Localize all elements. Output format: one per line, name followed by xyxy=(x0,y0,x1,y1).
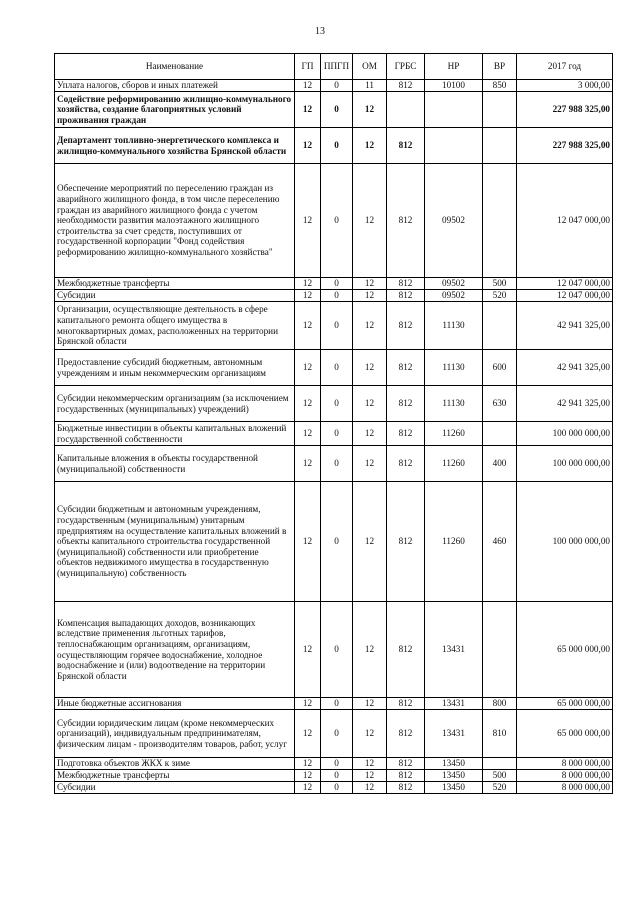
cell-om: 12 xyxy=(353,350,387,386)
cell-grbs: 812 xyxy=(387,446,425,482)
cell-om: 12 xyxy=(353,422,387,446)
cell-ppgp: 0 xyxy=(321,386,353,422)
cell-grbs: 812 xyxy=(387,80,425,92)
cell-grbs: 812 xyxy=(387,290,425,302)
cell-vr: 500 xyxy=(483,770,517,782)
cell-gp: 12 xyxy=(295,290,321,302)
cell-gp: 12 xyxy=(295,446,321,482)
cell-grbs: 812 xyxy=(387,782,425,794)
cell-nr: 11130 xyxy=(425,302,483,350)
table-row xyxy=(55,80,613,92)
cell-nr: 11130 xyxy=(425,350,483,386)
table-row xyxy=(55,758,613,770)
cell-vr: 520 xyxy=(483,782,517,794)
cell-nr: 11260 xyxy=(425,422,483,446)
cell-ppgp: 0 xyxy=(321,782,353,794)
cell-amount: 42 941 325,00 xyxy=(517,302,613,350)
cell-vr: 800 xyxy=(483,698,517,710)
cell-vr: 600 xyxy=(483,350,517,386)
cell-grbs xyxy=(387,92,425,128)
cell-amount: 12 047 000,00 xyxy=(517,164,613,278)
cell-grbs: 812 xyxy=(387,302,425,350)
cell-gp: 12 xyxy=(295,782,321,794)
cell-ppgp: 0 xyxy=(321,92,353,128)
cell-om: 12 xyxy=(353,602,387,698)
cell-nr xyxy=(425,92,483,128)
cell-om: 12 xyxy=(353,446,387,482)
cell-amount: 65 000 000,00 xyxy=(517,602,613,698)
cell-ppgp: 0 xyxy=(321,770,353,782)
cell-gp: 12 xyxy=(295,698,321,710)
cell-name: Субсидии бюджетным и автономным учреждениям, государственным (муниципальным) унитарным предприятиям на осуществление капитальных вложений в объекты капитального строительства государственной (муниципальной) собственности или приобретение объектов недвижимого имущества в государственную (муниципальную) собственность xyxy=(55,482,295,602)
cell-name: Компенсация выпадающих доходов, возникающих вследствие применения льготных тарифов, теплоснабжающим организациям, организациям, осуществляющим горячее водоснабжение, холодное водоснабжение и (или) водоотведение на территории Брянской области xyxy=(55,602,295,698)
cell-om: 12 xyxy=(353,290,387,302)
table-row xyxy=(55,710,613,758)
cell-name: Капитальные вложения в объекты государственной (муниципальной) собственности xyxy=(55,446,295,482)
cell-om: 12 xyxy=(353,302,387,350)
cell-grbs: 812 xyxy=(387,758,425,770)
cell-nr xyxy=(425,128,483,164)
cell-gp: 12 xyxy=(295,80,321,92)
cell-nr: 11130 xyxy=(425,386,483,422)
cell-grbs: 812 xyxy=(387,386,425,422)
table-row xyxy=(55,92,613,128)
header-om: ОМ xyxy=(353,54,387,80)
cell-grbs: 812 xyxy=(387,602,425,698)
cell-name: Содействие реформированию жилищно-коммунального хозяйства, создание благоприятных условий проживания граждан xyxy=(55,92,295,128)
cell-name: Предоставление субсидий бюджетным, автономным учреждениям и иным некоммерческим организациям xyxy=(55,350,295,386)
cell-vr: 400 xyxy=(483,446,517,482)
cell-gp: 12 xyxy=(295,770,321,782)
cell-amount: 65 000 000,00 xyxy=(517,710,613,758)
table-row xyxy=(55,782,613,794)
cell-amount: 12 047 000,00 xyxy=(517,278,613,290)
cell-vr: 850 xyxy=(483,80,517,92)
cell-name: Субсидии юридическим лицам (кроме некоммерческих организаций), индивидуальным предпринимателям, физическим лицам - производителям товаров, работ, услуг xyxy=(55,710,295,758)
cell-grbs: 812 xyxy=(387,698,425,710)
cell-name: Бюджетные инвестиции в объекты капитальных вложений государственной собственности xyxy=(55,422,295,446)
cell-gp: 12 xyxy=(295,758,321,770)
cell-vr: 810 xyxy=(483,710,517,758)
cell-vr xyxy=(483,602,517,698)
cell-amount: 42 941 325,00 xyxy=(517,350,613,386)
cell-gp: 12 xyxy=(295,602,321,698)
cell-grbs: 812 xyxy=(387,770,425,782)
table-header-row xyxy=(55,54,613,80)
cell-gp: 12 xyxy=(295,278,321,290)
cell-om: 12 xyxy=(353,278,387,290)
header-grbs: ГРБС xyxy=(387,54,425,80)
cell-grbs: 812 xyxy=(387,164,425,278)
cell-om: 12 xyxy=(353,164,387,278)
cell-ppgp: 0 xyxy=(321,302,353,350)
cell-gp: 12 xyxy=(295,710,321,758)
cell-vr: 460 xyxy=(483,482,517,602)
cell-ppgp: 0 xyxy=(321,290,353,302)
table-row xyxy=(55,602,613,698)
table-row xyxy=(55,278,613,290)
cell-gp: 12 xyxy=(295,164,321,278)
cell-amount: 12 047 000,00 xyxy=(517,290,613,302)
cell-gp: 12 xyxy=(295,302,321,350)
table-row xyxy=(55,446,613,482)
table-row xyxy=(55,482,613,602)
cell-ppgp: 0 xyxy=(321,710,353,758)
cell-nr: 09502 xyxy=(425,164,483,278)
cell-gp: 12 xyxy=(295,92,321,128)
cell-ppgp: 0 xyxy=(321,350,353,386)
cell-om: 12 xyxy=(353,698,387,710)
cell-grbs: 812 xyxy=(387,482,425,602)
cell-vr: 630 xyxy=(483,386,517,422)
cell-name: Субсидии xyxy=(55,782,295,794)
table-row xyxy=(55,770,613,782)
cell-grbs: 812 xyxy=(387,350,425,386)
cell-grbs: 812 xyxy=(387,128,425,164)
cell-ppgp: 0 xyxy=(321,758,353,770)
table-row xyxy=(55,698,613,710)
cell-nr: 13450 xyxy=(425,758,483,770)
cell-vr xyxy=(483,92,517,128)
cell-vr xyxy=(483,128,517,164)
cell-nr: 11260 xyxy=(425,446,483,482)
cell-om: 12 xyxy=(353,128,387,164)
cell-gp: 12 xyxy=(295,128,321,164)
cell-om: 12 xyxy=(353,386,387,422)
cell-gp: 12 xyxy=(295,482,321,602)
cell-name: Субсидии некоммерческим организациям (за исключением государственных (муниципальных) учреждений) xyxy=(55,386,295,422)
cell-nr: 10100 xyxy=(425,80,483,92)
cell-amount: 65 000 000,00 xyxy=(517,698,613,710)
cell-grbs: 812 xyxy=(387,710,425,758)
cell-grbs: 812 xyxy=(387,278,425,290)
header-name: Наименование xyxy=(55,54,295,80)
table-row xyxy=(55,422,613,446)
cell-name: Межбюджетные трансферты xyxy=(55,278,295,290)
page-number: 13 xyxy=(315,26,325,37)
cell-amount: 100 000 000,00 xyxy=(517,482,613,602)
cell-om: 11 xyxy=(353,80,387,92)
header-nr: НР xyxy=(425,54,483,80)
cell-vr xyxy=(483,302,517,350)
cell-name: Подготовка объектов ЖКХ к зиме xyxy=(55,758,295,770)
cell-ppgp: 0 xyxy=(321,446,353,482)
cell-amount: 42 941 325,00 xyxy=(517,386,613,422)
cell-amount: 227 988 325,00 xyxy=(517,128,613,164)
cell-amount: 100 000 000,00 xyxy=(517,422,613,446)
cell-amount: 3 000,00 xyxy=(517,80,613,92)
cell-nr: 09502 xyxy=(425,290,483,302)
cell-nr: 13431 xyxy=(425,602,483,698)
cell-nr: 13450 xyxy=(425,782,483,794)
cell-name: Организации, осуществляющие деятельность в сфере капитального ремонта общего имущества в многоквартирных домах, расположенных на территории Брянской области xyxy=(55,302,295,350)
cell-grbs: 812 xyxy=(387,422,425,446)
cell-nr: 13431 xyxy=(425,710,483,758)
cell-gp: 12 xyxy=(295,422,321,446)
cell-om: 12 xyxy=(353,758,387,770)
cell-name: Иные бюджетные ассигнования xyxy=(55,698,295,710)
table-row xyxy=(55,290,613,302)
header-ppgp: ППГП xyxy=(321,54,353,80)
header-gp: ГП xyxy=(295,54,321,80)
cell-amount: 100 000 000,00 xyxy=(517,446,613,482)
table-row xyxy=(55,350,613,386)
cell-ppgp: 0 xyxy=(321,80,353,92)
table-row xyxy=(55,128,613,164)
cell-ppgp: 0 xyxy=(321,422,353,446)
cell-name: Уплата налогов, сборов и иных платежей xyxy=(55,80,295,92)
cell-vr xyxy=(483,422,517,446)
cell-vr xyxy=(483,758,517,770)
cell-name: Субсидии xyxy=(55,290,295,302)
budget-table xyxy=(54,53,613,794)
cell-amount: 8 000 000,00 xyxy=(517,758,613,770)
cell-name: Межбюджетные трансферты xyxy=(55,770,295,782)
cell-om: 12 xyxy=(353,710,387,758)
cell-ppgp: 0 xyxy=(321,482,353,602)
cell-nr: 11260 xyxy=(425,482,483,602)
cell-vr xyxy=(483,164,517,278)
cell-vr: 520 xyxy=(483,290,517,302)
cell-ppgp: 0 xyxy=(321,278,353,290)
cell-om: 12 xyxy=(353,770,387,782)
table-row xyxy=(55,164,613,278)
header-vr: ВР xyxy=(483,54,517,80)
table-row xyxy=(55,386,613,422)
header-year: 2017 год xyxy=(517,54,613,80)
cell-ppgp: 0 xyxy=(321,128,353,164)
cell-ppgp: 0 xyxy=(321,602,353,698)
cell-name: Департамент топливно-энергетического комплекса и жилищно-коммунального хозяйства Брянской области xyxy=(55,128,295,164)
cell-amount: 8 000 000,00 xyxy=(517,770,613,782)
cell-name: Обеспечение мероприятий по переселению граждан из аварийного жилищного фонда, в том числе переселению граждан из аварийного жилищного фонда с учетом необходимости развития малоэтажного жилищного строительства за счет средств, поступивших от государственной корпорации "Фонд содействия реформированию жилищно-коммунального хозяйства" xyxy=(55,164,295,278)
cell-om: 12 xyxy=(353,782,387,794)
table-row xyxy=(55,302,613,350)
cell-amount: 8 000 000,00 xyxy=(517,782,613,794)
cell-gp: 12 xyxy=(295,350,321,386)
cell-om: 12 xyxy=(353,482,387,602)
cell-vr: 500 xyxy=(483,278,517,290)
cell-amount: 227 988 325,00 xyxy=(517,92,613,128)
cell-gp: 12 xyxy=(295,386,321,422)
cell-nr: 09502 xyxy=(425,278,483,290)
cell-ppgp: 0 xyxy=(321,164,353,278)
cell-nr: 13450 xyxy=(425,770,483,782)
cell-ppgp: 0 xyxy=(321,698,353,710)
cell-nr: 13431 xyxy=(425,698,483,710)
cell-om: 12 xyxy=(353,92,387,128)
